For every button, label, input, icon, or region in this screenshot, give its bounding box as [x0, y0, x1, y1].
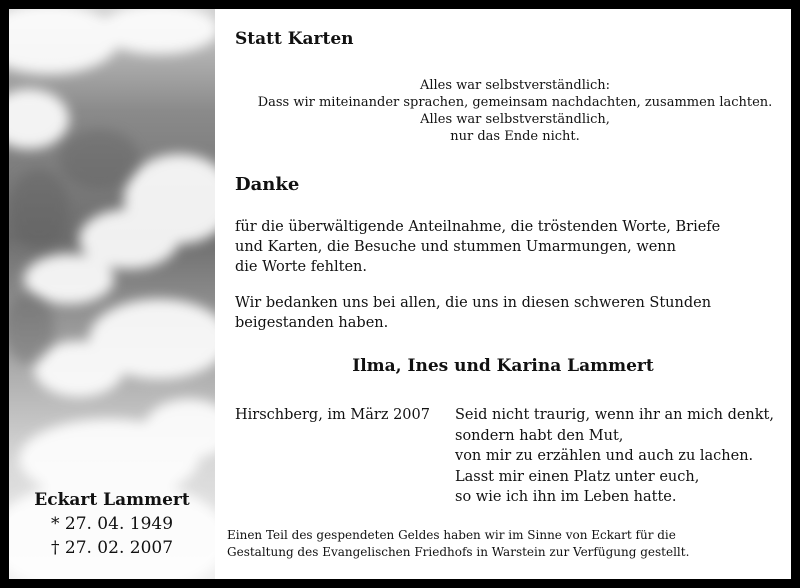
obituary-content: [215, 9, 791, 579]
place-date: Hirschberg, im März 2007: [235, 407, 430, 423]
footer-line: Einen Teil des gespendeten Geldes haben wir im Sinne von Eckart für die: [227, 528, 676, 542]
death-date: † 27. 02. 2007: [50, 538, 174, 558]
paragraph-line: und Karten, die Besuche und stummen Umarmungen, wenn: [235, 239, 676, 255]
thanks-heading: Danke: [235, 174, 300, 195]
poem-line: Lasst mir einen Platz unter euch,: [455, 468, 700, 485]
quote-line: Dass wir miteinander sprachen, gemeinsam nachdachten, zusammen lachten.: [257, 95, 773, 110]
poem-line: sondern habt den Mut,: [455, 427, 624, 444]
quote-block: [255, 77, 775, 145]
quote-line: Alles war selbstverständlich:: [419, 78, 611, 93]
quote-line: Alles war selbstverständlich,: [420, 112, 610, 127]
paragraph-line: beigestanden haben.: [235, 315, 389, 331]
quote-line: nur das Ende nicht.: [450, 129, 580, 144]
paragraph-line: die Worte fehlten.: [235, 259, 367, 275]
thanks-paragraph-1: [235, 217, 775, 277]
deceased-name: Eckart Lammert: [34, 490, 190, 510]
deceased-info: [9, 488, 215, 560]
poem-line: so wie ich ihn im Leben hatte.: [455, 489, 677, 505]
footer-line: Gestaltung des Evangelischen Friedhofs in Warstein zur Verfügung gestellt.: [227, 545, 690, 559]
donation-note: [227, 527, 779, 561]
page-title: Statt Karten: [235, 29, 354, 49]
paragraph-line: für die überwältigende Anteilnahme, die tröstenden Worte, Briefe: [235, 219, 721, 235]
poem-line: von mir zu erzählen und auch zu lachen.: [455, 448, 754, 464]
poem-block: [455, 405, 774, 508]
paragraph-line: Wir bedanken uns bei allen, die uns in diesen schweren Stunden: [235, 295, 712, 311]
poem-line: Seid nicht traurig, wenn ihr an mich denkt,: [455, 407, 774, 423]
family-names: Ilma, Ines und Karina Lammert: [352, 356, 654, 376]
thanks-paragraph-2: [235, 293, 775, 333]
birth-date: * 27. 04. 1949: [50, 514, 174, 534]
